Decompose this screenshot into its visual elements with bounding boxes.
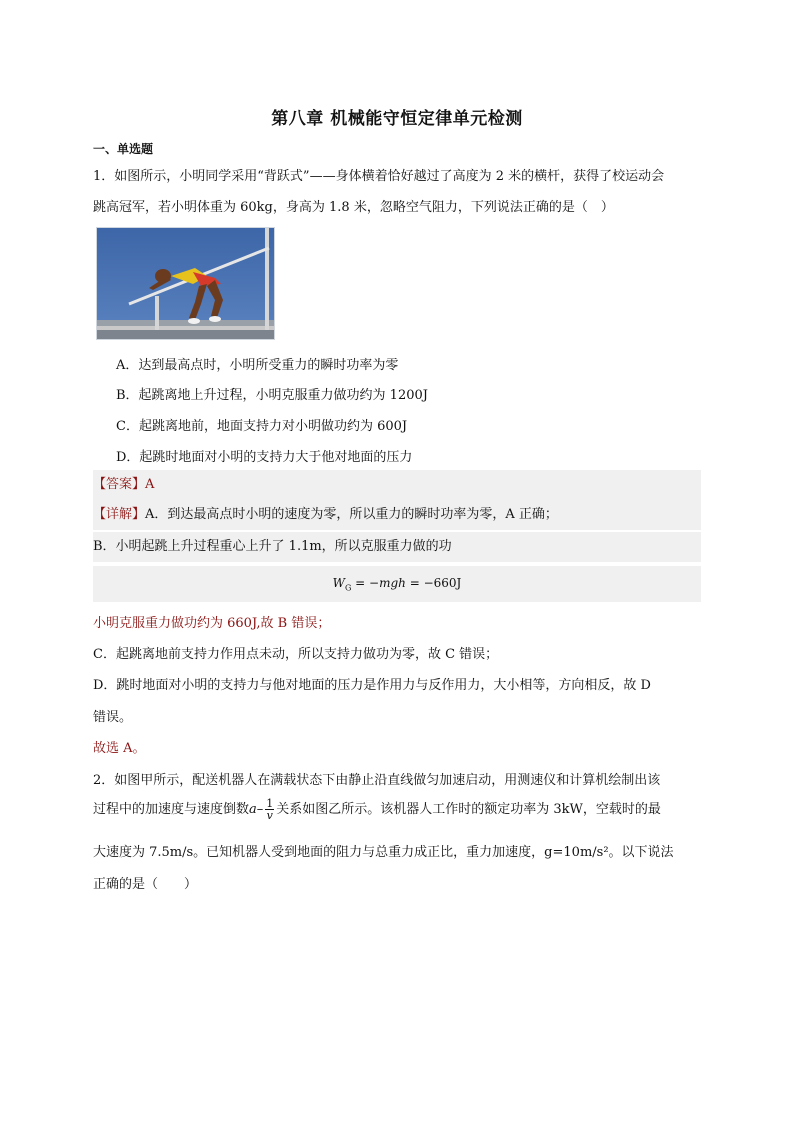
q2-stem-line4: 正确的是（ ） xyxy=(93,877,198,892)
q1-option-d: D．起跳时地面对小明的支持力大于他对地面的压力 xyxy=(116,450,413,465)
detail-label: 【详解】 xyxy=(93,507,146,522)
q2-line2-pre: 过程中的加速度与速度倒数 xyxy=(93,802,250,817)
section-heading: 一、单选题 xyxy=(93,142,154,156)
q1-detail-b-row xyxy=(93,532,701,562)
q2-stem-line2: 过程中的加速度与速度倒数a– $\frac{1}{v}$ 关系如图乙所示。该机器人工作时的额定功率为 3kW，空载时的最 xyxy=(93,797,661,822)
q1-detail-a-row xyxy=(93,500,701,530)
q1-conclusion: 故选 A。 xyxy=(93,741,146,756)
q2-stem-line3: 大速度为 7.5m/s。已知机器人受到地面的阻力与总重力成正比，重力加速度，g=10m/s²。以下说法 xyxy=(93,845,674,860)
q1-detail-c: C．起跳离地前支持力作用点未动，所以支持力做功为零，故 C 错误； xyxy=(93,647,499,662)
q1-option-c: C．起跳离地前，地面支持力对小明做功约为 600J xyxy=(116,419,408,434)
q1-option-b: B．起跳离地上升过程，小明克服重力做功约为 1200J xyxy=(116,388,428,403)
answer-label: 【答案】 xyxy=(93,477,146,492)
high-jump-photo xyxy=(96,227,275,340)
q1-stem-line1: 1．如图所示，小明同学采用“背跃式”——身体横着恰好越过了高度为 2 米的横杆，获得了校运动会 xyxy=(93,169,665,184)
q1-after-formula: 小明克服重力做功约为 660J,故 B 错误； xyxy=(93,616,331,631)
q1-formula xyxy=(93,566,701,602)
formula-text: $W_G = -mgh = -660J$ xyxy=(332,575,462,593)
q1-answer-row xyxy=(93,470,701,500)
detail-a-text: A．到达最高点时小明的速度为零，所以重力的瞬时功率为零，A 正确； xyxy=(145,507,558,522)
q2-stem-line1: 2．如图甲所示，配送机器人在满载状态下由静止沿直线做匀加速启动，用测速仪和计算机绘制出该 xyxy=(93,773,661,788)
page-title: 第八章 机械能守恒定律单元检测 xyxy=(271,109,523,129)
q2-line2-post: 关系如图乙所示。该机器人工作时的额定功率为 3kW，空载时的最 xyxy=(276,802,661,817)
q1-detail-d-line1: D．跳时地面对小明的支持力与他对地面的压力是作用力与反作用力，大小相等，方向相反，故 D xyxy=(93,678,651,693)
answer-value: A xyxy=(145,477,155,492)
q1-detail-d-line2: 错误。 xyxy=(93,710,133,725)
reciprocal-v-fraction: $\frac{1}{v}$ xyxy=(266,797,274,822)
q1-stem-line2: 跳高冠军，若小明体重为 60kg，身高为 1.8 米，忽略空气阻力，下列说法正确的是（ ） xyxy=(93,200,614,215)
detail-b-text: B．小明起跳上升过程重心上升了 1.1m，所以克服重力做的功 xyxy=(93,539,452,554)
q1-option-a: A．达到最高点时，小明所受重力的瞬时功率为零 xyxy=(116,358,399,373)
